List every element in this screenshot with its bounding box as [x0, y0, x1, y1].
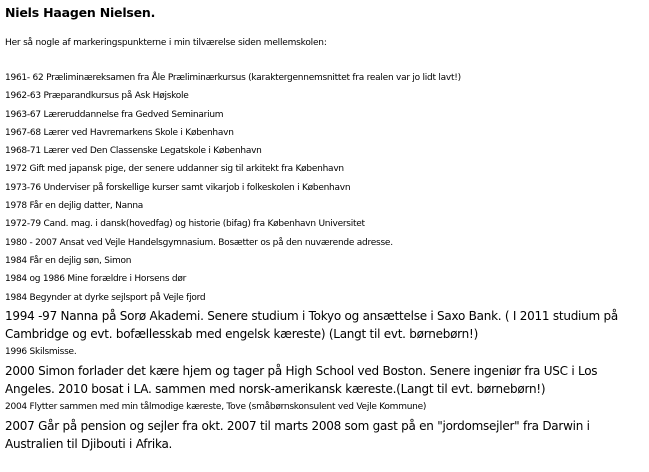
timeline-entry: 1980 - 2007 Ansat ved Vejle Handelsgymnasium. Bosætter os på den nuværende adresse.: [5, 237, 393, 248]
timeline-entry: 1984 Begynder at dyrke sejlsport på Vejle fjord: [5, 292, 206, 303]
intro-text: Her så nogle af markeringspunkterne i min tilværelse siden mellemskolen:: [5, 38, 327, 48]
timeline-entry: 2007 Går på pension og sejler fra okt. 2007 til marts 2008 som gast på en "jordomsejler" fra Darwin i Australien til Djibouti i Afrika.: [5, 418, 590, 451]
timeline-entry: 1984 og 1986 Mine forældre i Horsens dør: [5, 274, 187, 285]
timeline-entry: 2000 Simon forlader det kære hjem og tager på High School ved Boston. Senere ingeniør fra USC i Los Angeles. 2010 bosat i LA. sammen med norsk-amerikansk kæreste.(Langt til evt. børnebørn!): [5, 363, 598, 397]
timeline-entry: 2004 Flytter sammen med min tålmodige kæreste, Tove (småbørnskonsulent ved Vejle Kommune): [5, 402, 427, 413]
timeline-entry: 1973-76 Underviser på forskellige kurser samt vikarjob i folkeskolen i København: [5, 182, 351, 193]
timeline-entry: 1978 Får en dejlig datter, Nanna: [5, 201, 144, 212]
document-title: Niels Haagen Nielsen.: [5, 5, 156, 20]
timeline-entry: 1968-71 Lærer ved Den Classenske Legatskole i København: [5, 146, 262, 157]
timeline-entry: 1972-79 Cand. mag. i dansk(hovedfag) og historie (bifag) fra København Universitet: [5, 219, 365, 230]
timeline-entry: 1996 Skilsmisse.: [5, 347, 77, 358]
timeline-entry: 1962-63 Præparandkursus på Ask Højskole: [5, 91, 189, 102]
timeline-entry: 1994 -97 Nanna på Sorø Akademi. Senere studium i Tokyo og ansættelse i Saxo Bank. ( I 2011 studium på Cambridge og evt. bofællesskab med engelsk kæreste) (Langt til evt. børnebørn!): [5, 308, 618, 342]
timeline-entry: 1963-67 Læreruddannelse fra Gedved Seminarium: [5, 109, 224, 120]
document-page: [5, 5, 645, 453]
timeline-entry: 1967-68 Lærer ved Havremarkens Skole i København: [5, 127, 234, 138]
timeline-entry: 1972 Gift med japansk pige, der senere uddanner sig til arkitekt fra København: [5, 164, 344, 175]
timeline-entry: 1961- 62 Præliminæreksamen fra Åle Præliminærkursus (karaktergennemsnittet fra realen var jo lidt lavt!): [5, 73, 461, 83]
timeline-list: [5, 69, 645, 453]
timeline-entry: 1984 Får en dejlig søn, Simon: [5, 255, 132, 266]
